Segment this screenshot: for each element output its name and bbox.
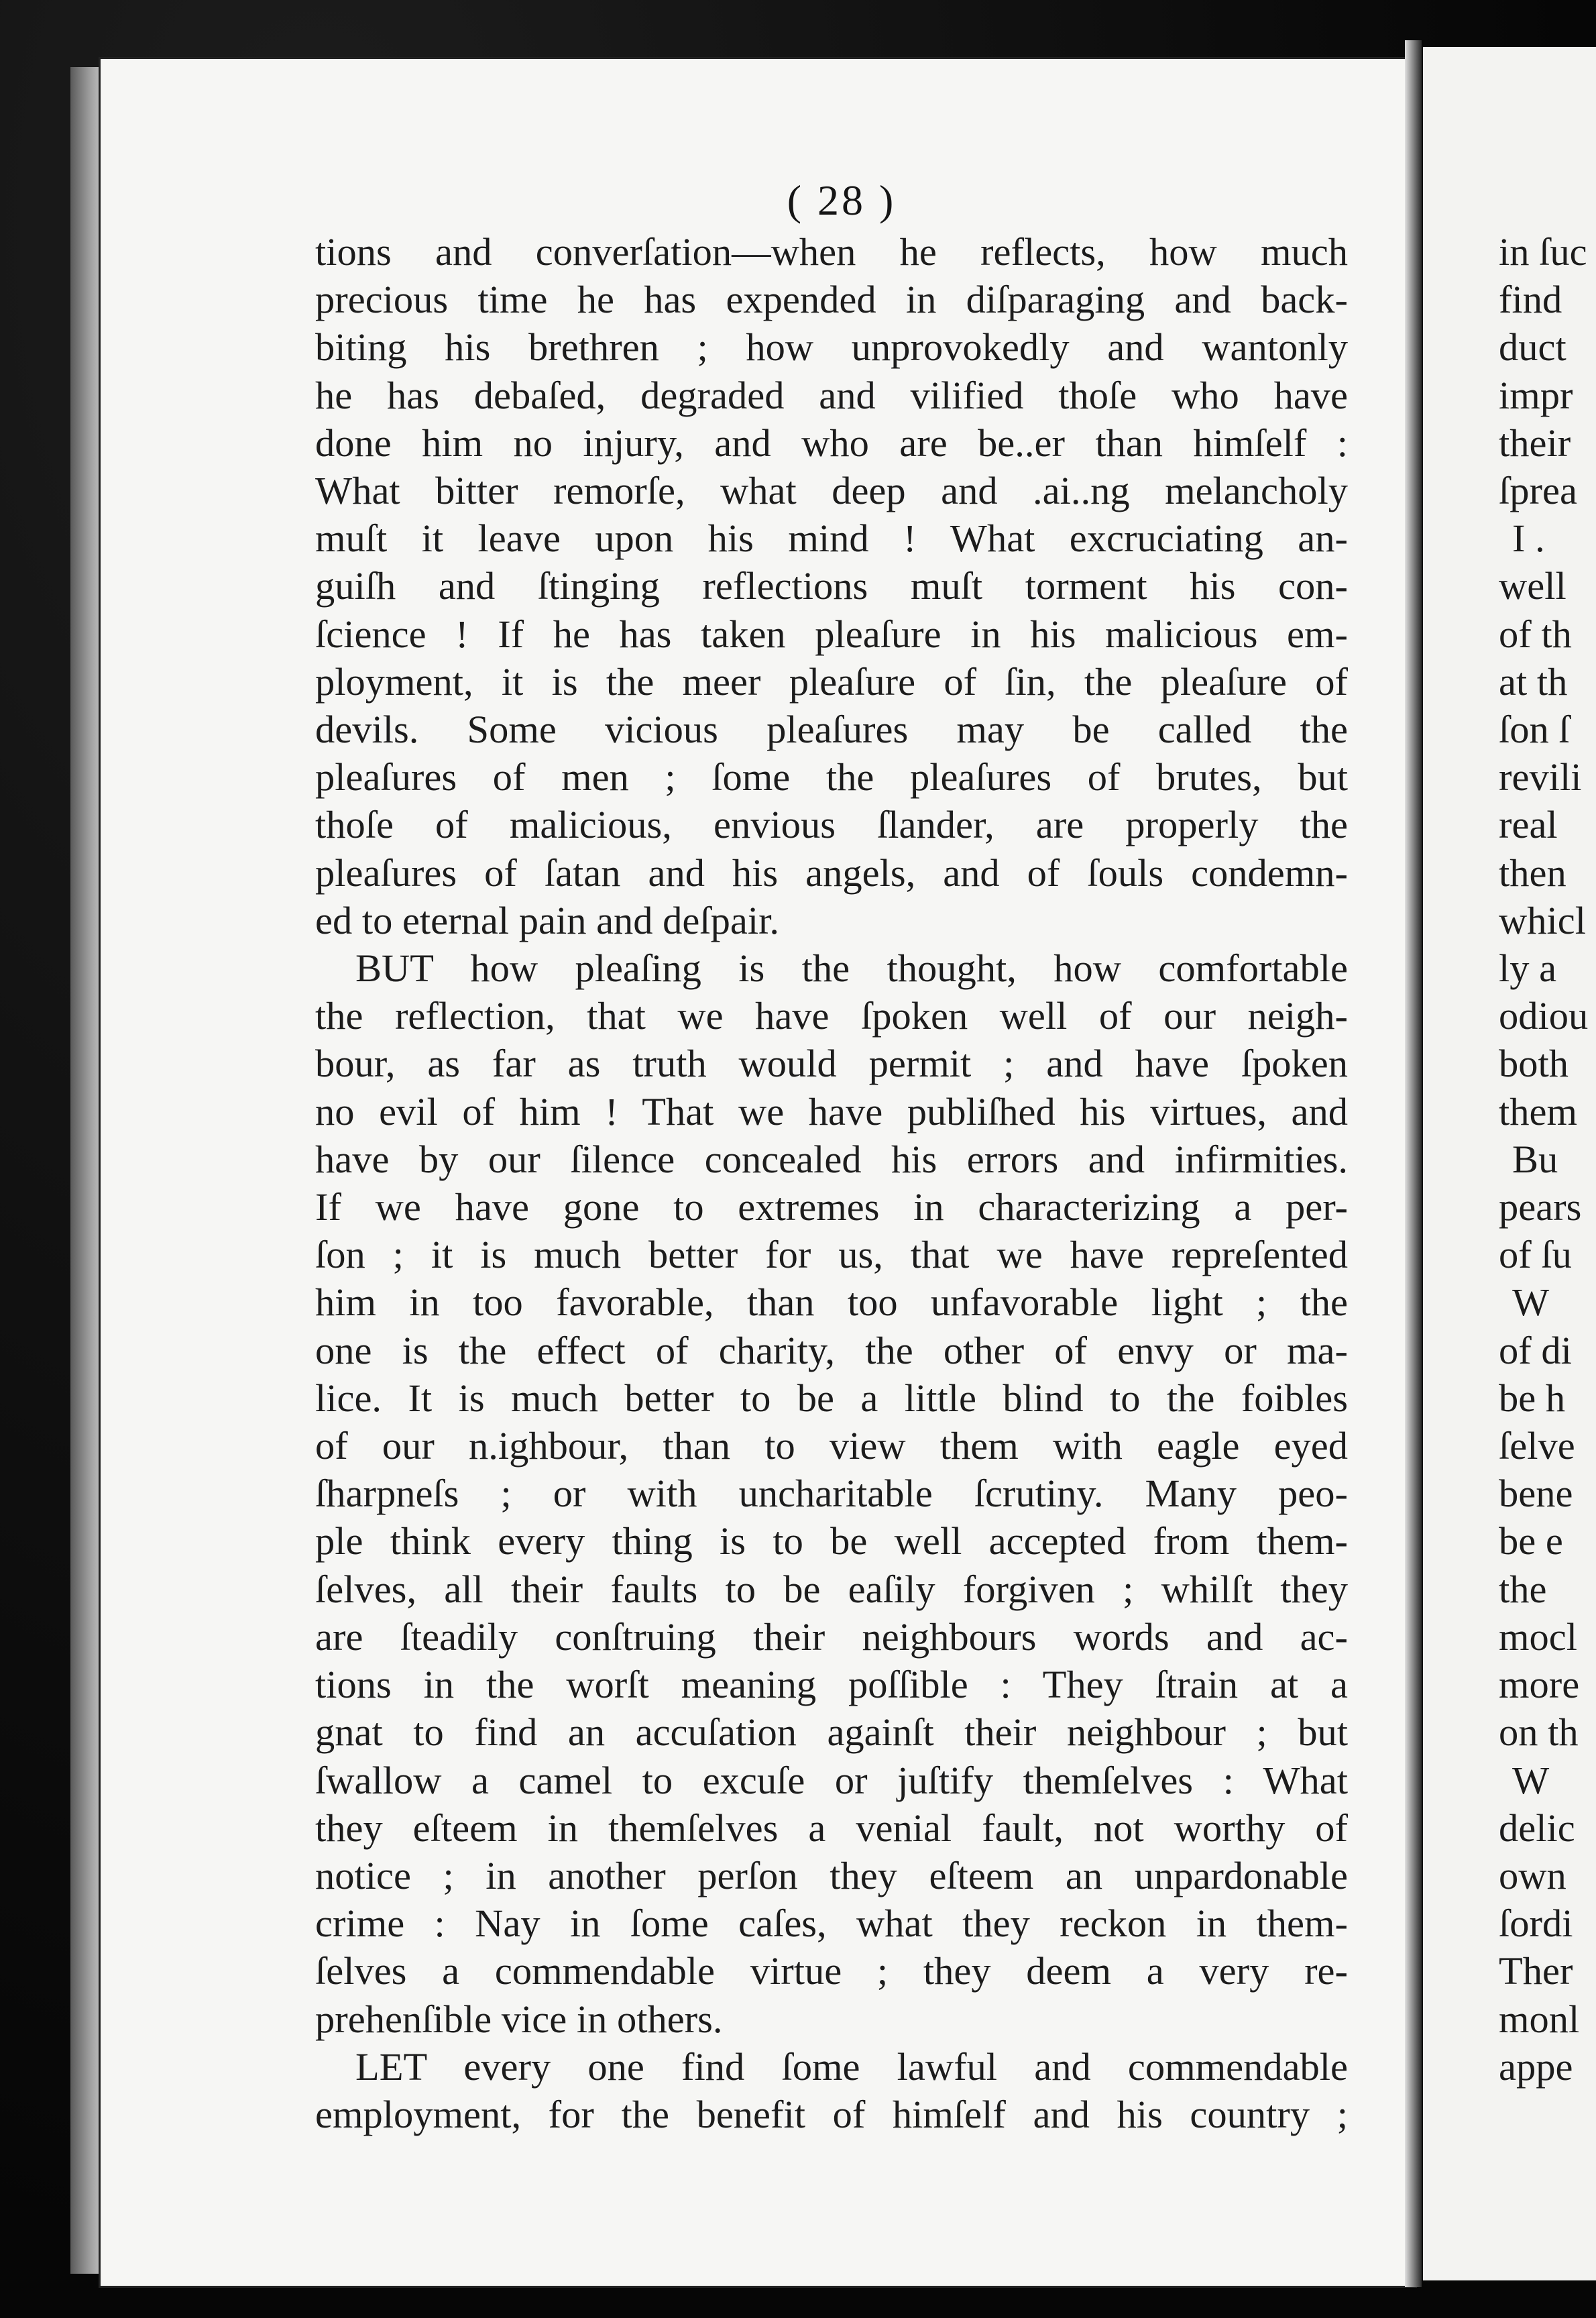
text-line: Ther <box>1499 1949 1573 1993</box>
text-line: more <box>1499 1663 1580 1707</box>
text-line: biting his brethren ; how unprovokedly and wantonly <box>315 325 1348 370</box>
text-line: no evil of him ! That we have publiſhed his virtues, and <box>315 1089 1348 1134</box>
text-line: they eſteem in themſelves a venial fault, not worthy of <box>315 1806 1348 1850</box>
text-line: tions and converſation—when he reflects, how much <box>315 230 1348 274</box>
text-line: monl <box>1499 1997 1580 2041</box>
text-line: one is the effect of charity, the other of envy or ma- <box>315 1328 1348 1372</box>
text-line: he has debaſed, degraded and vilified thoſe who have <box>315 373 1348 417</box>
text-line: Bu <box>1512 1137 1558 1181</box>
text-line: ly a <box>1499 946 1557 991</box>
text-line: ed to eternal pain and deſpair. <box>315 898 779 942</box>
text-line: ployment, it is the meer pleaſure of ſin, the pleaſure of <box>315 659 1348 704</box>
text-line: muſt it leave upon his mind ! What excruciating an- <box>315 516 1348 561</box>
text-line: of our n.ighbour, than to view them with eagle eyed <box>315 1424 1348 1468</box>
text-line: What bitter remorſe, what deep and .ai..ng melancholy <box>315 469 1348 513</box>
text-line: own <box>1499 1853 1566 1897</box>
text-line: lice. It is much better to be a little blind to the foibles <box>315 1376 1348 1420</box>
text-line: ſelve <box>1499 1424 1575 1468</box>
text-line: crime : Nay in ſome caſes, what they reckon in them- <box>315 1901 1348 1946</box>
text-line: be e <box>1499 1519 1563 1563</box>
text-line: If we have gone to extremes in characterizing a per- <box>315 1185 1348 1229</box>
text-line: bour, as far as truth would permit ; and have ſpoken <box>315 1042 1348 1086</box>
text-line: guiſh and ſtinging reflections muſt torment his con- <box>315 564 1348 608</box>
book-gutter <box>1405 40 1422 2287</box>
text-line: them <box>1499 1089 1577 1134</box>
text-line: on th <box>1499 1710 1579 1755</box>
text-line: ſon ſ <box>1499 708 1570 752</box>
text-line: revili <box>1499 755 1582 799</box>
text-line: at th <box>1499 659 1568 704</box>
text-line: mocl <box>1499 1614 1577 1659</box>
text-line: of ſu <box>1499 1233 1572 1277</box>
text-line: W <box>1512 1758 1550 1802</box>
text-line: both <box>1499 1042 1569 1086</box>
text-line: I . <box>1512 516 1545 561</box>
text-line: well <box>1499 564 1566 608</box>
page-number: ( 28 ) <box>787 176 897 224</box>
text-line: ſcience ! If he has taken pleaſure in his malicious em- <box>315 612 1348 656</box>
text-line: ſelves, all their faults to be eaſily forgiven ; whilſt they <box>315 1567 1348 1611</box>
text-line: pleaſures of ſatan and his angels, and of ſouls condemn- <box>315 850 1348 895</box>
text-line: employment, for the benefit of himſelf and his country ; <box>315 2092 1348 2136</box>
left-page-text <box>315 228 1348 2138</box>
text-line: appe <box>1499 2044 1573 2089</box>
text-line: him in too favorable, than too unfavorable light ; the <box>315 1280 1348 1325</box>
text-line: their <box>1499 421 1571 465</box>
text-line: gnat to find an accuſation againſt their neighbour ; but <box>315 1710 1348 1755</box>
text-line: find <box>1499 278 1562 322</box>
text-line: be h <box>1499 1376 1566 1420</box>
paragraph-start-line: LET every one find ſome lawful and commendable <box>355 2044 1348 2089</box>
text-line: are ſteadily conſtruing their neighbours words and ac- <box>315 1614 1348 1659</box>
text-line: prehenſible vice in others. <box>315 1997 723 2041</box>
text-line: duct <box>1499 325 1566 370</box>
text-line: then <box>1499 850 1566 895</box>
text-line: ſprea <box>1499 469 1577 513</box>
text-line: devils. Some vicious pleaſures may be called the <box>315 708 1348 752</box>
text-line: real <box>1499 803 1558 847</box>
text-line: of di <box>1499 1328 1572 1372</box>
text-line: precious time he has expended in diſparaging and back- <box>315 278 1348 322</box>
text-line: W <box>1512 1280 1550 1325</box>
text-line: the <box>1499 1567 1547 1611</box>
text-line: ſwallow a camel to excuſe or juſtify themſelves : What <box>315 1758 1348 1802</box>
text-line: in ſuc <box>1499 230 1587 274</box>
text-line: the reflection, that we have ſpoken well of our neigh- <box>315 994 1348 1038</box>
text-line: ple think every thing is to be well accepted from them- <box>315 1519 1348 1563</box>
text-line: done him no injury, and who are be..er than himſelf : <box>315 421 1348 465</box>
paragraph-start-line: BUT how pleaſing is the thought, how comfortable <box>355 946 1348 991</box>
text-line: tions in the worſt meaning poſſible : They ſtrain at a <box>315 1663 1348 1707</box>
text-line: thoſe of malicious, envious ſlander, are properly the <box>315 803 1348 847</box>
text-line: have by our ſilence concealed his errors and infirmities. <box>315 1137 1348 1181</box>
text-line: pears <box>1499 1185 1582 1229</box>
text-line: ſordi <box>1499 1901 1573 1946</box>
text-line: pleaſures of men ; ſome the pleaſures of brutes, but <box>315 755 1348 799</box>
text-line: impr <box>1499 373 1573 417</box>
text-line: odiou <box>1499 994 1589 1038</box>
text-line: ſharpneſs ; or with uncharitable ſcrutiny. Many peo- <box>315 1472 1348 1516</box>
text-line: whicl <box>1499 898 1586 942</box>
right-page-text <box>1499 228 1596 2091</box>
text-line: ſelves a commendable virtue ; they deem a very re- <box>315 1949 1348 1993</box>
text-line: notice ; in another perſon they eſteem an unpardonable <box>315 1853 1348 1897</box>
text-line: bene <box>1499 1472 1573 1516</box>
text-line: ſon ; it is much better for us, that we have repreſented <box>315 1233 1348 1277</box>
text-line: delic <box>1499 1806 1575 1850</box>
text-line: of th <box>1499 612 1572 656</box>
